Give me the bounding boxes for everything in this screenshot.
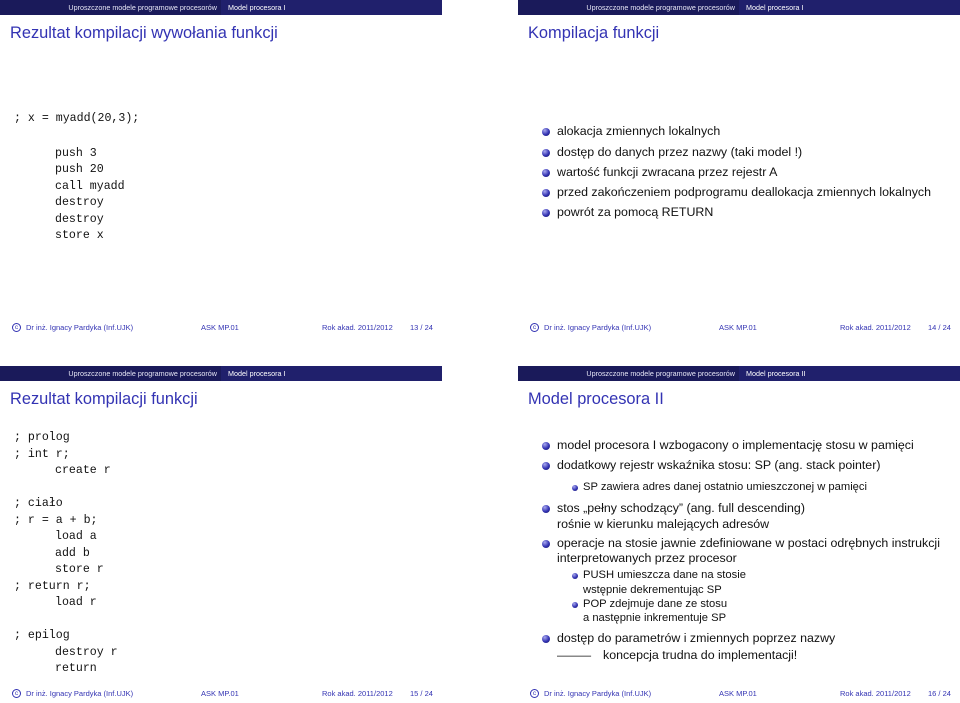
bullet-text: rośnie w kierunku malejących adresów (557, 516, 770, 531)
code-blank-line (14, 612, 118, 629)
copyright-symbol: c (530, 689, 539, 698)
footer-course: ASK MP.01 (201, 689, 239, 698)
ball-bullet-icon (542, 540, 550, 548)
bullet-text: alokacja zmiennych lokalnych (557, 123, 721, 138)
code-line: push 3 (55, 146, 97, 160)
small-ball-bullet-icon (572, 573, 578, 579)
slide-headline (518, 366, 960, 381)
ball-bullet-icon (542, 442, 550, 450)
ball-bullet-icon (542, 209, 550, 217)
bullet-item (518, 165, 960, 180)
headline-section-link[interactable]: Uproszczone modele programowe procesorów (518, 366, 739, 381)
bullet-text: model procesora I wzbogacony o implementację stosu w pamięci (557, 437, 914, 452)
code-line: ; int r; (14, 447, 70, 461)
ball-bullet-icon (542, 128, 550, 136)
code-line: load r (55, 596, 97, 609)
footer-page-number: 14 / 24 (928, 323, 951, 332)
code-line: ; epilog (14, 629, 70, 642)
bullet-item (518, 501, 960, 516)
bullet-item (518, 438, 960, 453)
headline-subsection-link[interactable]: Model procesora I (739, 0, 960, 15)
slide-headline (0, 0, 442, 15)
copyright-symbol: c (530, 323, 539, 332)
bullet-item (518, 536, 960, 551)
bullet-item (518, 205, 960, 220)
footer-course: ASK MP.01 (719, 689, 757, 698)
slide-15 (0, 366, 442, 703)
small-ball-bullet-icon (572, 602, 578, 608)
code-line: return (55, 662, 97, 675)
code-line: ; r = a + b; (14, 513, 98, 527)
footer-course: ASK MP.01 (201, 323, 239, 332)
code-line: ; prolog (14, 431, 70, 444)
ball-bullet-icon (542, 635, 550, 643)
slide-footer (0, 688, 442, 699)
footer-academic-year: Rok akad. 2011/2012 (840, 689, 911, 698)
bullet-text: dostęp do parametrów i zmiennych poprzez nazwy (557, 630, 836, 645)
sub-bullet-item (518, 480, 960, 495)
ball-bullet-icon (542, 505, 550, 513)
footer-author: Dr inż. Ignacy Pardyka (Inf.UJK) (544, 323, 652, 332)
ball-bullet-icon (542, 462, 550, 470)
code-line: ; ciało (14, 497, 63, 510)
sub-bullet-text: wstępnie dekrementując SP (583, 583, 722, 596)
code-line: add b (55, 546, 90, 560)
code-line: store x (55, 229, 104, 242)
slide-footer (518, 688, 960, 699)
sub-bullet-item (518, 597, 960, 612)
frame-title: Rezultat kompilacji funkcji (10, 389, 198, 408)
bullet-text: interpretowanych przez procesor (557, 550, 737, 565)
frame-title: Model procesora II (528, 389, 664, 408)
copyright-symbol: c (12, 323, 21, 332)
code-blank-line (14, 480, 118, 497)
code-line: ; x = myadd(20,3); (14, 112, 140, 125)
code-line: destroy r (55, 645, 118, 659)
ball-bullet-icon (542, 149, 550, 157)
headline-subsection-link[interactable]: Model procesora I (221, 366, 442, 381)
sub-bullet-item (518, 568, 960, 583)
slide-footer (518, 322, 960, 333)
frame-title: Kompilacja funkcji (528, 23, 660, 42)
sub-bullet-continuation (518, 611, 960, 626)
headline-section-link[interactable]: Uproszczone modele programowe procesorów (0, 0, 221, 15)
code-line: push 20 (55, 163, 104, 176)
bullet-continuation (518, 551, 960, 566)
ball-bullet-icon (542, 189, 550, 197)
bullet-text: przed zakończeniem podprogramu deallokacja zmiennych lokalnych (557, 184, 931, 199)
footer-academic-year: Rok akad. 2011/2012 (840, 323, 911, 332)
bullet-text: stos „pełny schodzący” (ang. full descending) (557, 500, 805, 515)
code-line: store r (55, 563, 104, 576)
footer-author: Dr inż. Ignacy Pardyka (Inf.UJK) (26, 323, 134, 332)
bullet-text: dostęp do danych przez nazwy (taki model !) (557, 144, 803, 159)
code-line: create r (55, 464, 111, 477)
sub-bullet-continuation (518, 583, 960, 598)
code-listing (14, 430, 118, 678)
footer-page-number: 16 / 24 (928, 689, 951, 698)
headline-section-link[interactable]: Uproszczone modele programowe procesorów (518, 0, 739, 15)
slide-headline (518, 0, 960, 15)
bullet-text: koncepcja trudna do implementacji! (603, 647, 798, 662)
bullet-text: wartość funkcji zwracana przez rejestr A (557, 164, 778, 179)
bullet-item (518, 458, 960, 473)
sub-bullet-text: PUSH umieszcza dane na stosie (583, 568, 746, 581)
bullet-item (518, 631, 960, 646)
footer-page-number: 15 / 24 (410, 689, 433, 698)
footer-page-number: 13 / 24 (410, 323, 433, 332)
code-line: destroy (55, 196, 104, 209)
small-ball-bullet-icon (572, 485, 578, 491)
sub-bullet-text: SP zawiera adres danej ostatnio umieszczonej w pamięci (583, 480, 867, 493)
sub-bullet-text: a następnie inkrementuje SP (583, 611, 727, 624)
bullet-text: operacje na stosie jawnie zdefiniowane w postaci odrębnych instrukcji (557, 535, 940, 550)
slide-footer (0, 322, 442, 333)
bullet-text: powrót za pomocą RETURN (557, 204, 714, 219)
bullet-continuation (518, 648, 960, 663)
bullet-item (518, 185, 960, 200)
frame-title: Rezultat kompilacji wywołania funkcji (10, 23, 278, 42)
copyright-symbol: c (12, 689, 21, 698)
footer-author: Dr inż. Ignacy Pardyka (Inf.UJK) (544, 689, 652, 698)
headline-subsection-link[interactable]: Model procesora I (221, 0, 442, 15)
code-blank-line (14, 128, 139, 146)
slide-16 (518, 366, 960, 703)
footer-course: ASK MP.01 (719, 323, 757, 332)
bullet-item (518, 145, 960, 160)
slide-14 (518, 0, 960, 337)
code-line: ; return r; (14, 579, 91, 593)
code-line: load a (55, 530, 97, 543)
footer-author: Dr inż. Ignacy Pardyka (Inf.UJK) (26, 689, 134, 698)
slide-13 (0, 0, 442, 337)
bullet-continuation (518, 517, 960, 532)
bullet-item (518, 124, 960, 139)
headline-section-link[interactable]: Uproszczone modele programowe procesorów (0, 366, 221, 381)
code-line: destroy (55, 212, 104, 226)
code-line: call myadd (55, 179, 125, 193)
ball-bullet-icon (542, 169, 550, 177)
sub-bullet-text: POP zdejmuje dane ze stosu (583, 597, 728, 610)
bullet-text: dodatkowy rejestr wskaźnika stosu: SP (ang. stack pointer) (557, 457, 881, 472)
headline-subsection-link[interactable]: Model procesora II (739, 366, 960, 381)
code-listing (14, 111, 139, 245)
footer-academic-year: Rok akad. 2011/2012 (322, 689, 393, 698)
slide-headline (0, 366, 442, 381)
em-dash: — (557, 647, 592, 662)
footer-academic-year: Rok akad. 2011/2012 (322, 323, 393, 332)
